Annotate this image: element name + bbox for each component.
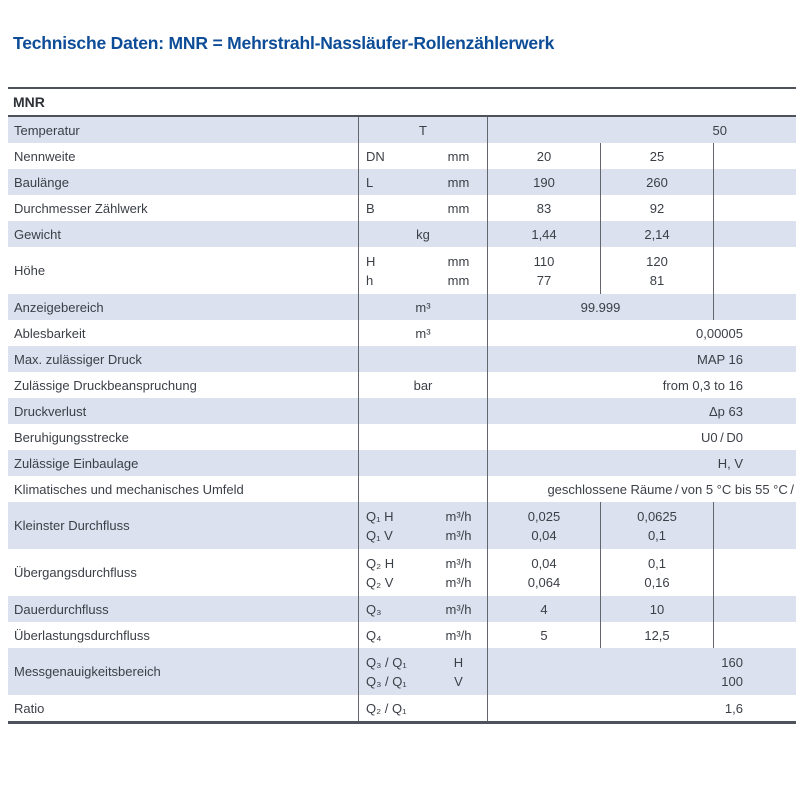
page-title: Technische Daten: MNR = Mehrstrahl-Nassläufer-Rollenzählerwerk — [13, 33, 555, 53]
symbol-cell: T — [358, 117, 487, 143]
row-label: Anzeigebereich — [14, 299, 104, 315]
symbol-cell: Q₁ H Q₁ V — [358, 502, 430, 549]
value-dn25-cell: 25 — [600, 143, 713, 169]
value-dn20-cell: 83 — [487, 195, 600, 221]
unit-cell: mm — [447, 148, 470, 164]
value-dn20-cell: 5 — [487, 622, 600, 648]
unit-cell: m³ — [358, 294, 487, 320]
value-dn25-cell: 10 — [600, 596, 713, 622]
unit-cell: m³ — [358, 320, 487, 346]
table-row — [8, 424, 796, 450]
row-label: Beruhigungsstrecke — [14, 429, 129, 445]
value-dn25-cell: 2,14 — [600, 221, 713, 247]
unit-cell — [358, 346, 487, 372]
table-row — [8, 143, 796, 169]
table-row — [8, 622, 796, 648]
row-label: Dauerdurchfluss — [14, 601, 109, 617]
value-cell: 0,00005 — [487, 320, 796, 346]
value-cell-empty — [713, 221, 796, 247]
value-dn25-cell: 12,5 — [600, 622, 713, 648]
value-dn20-cell: 0,025 0,04 — [487, 502, 600, 549]
row-label: Überlastungsdurchfluss — [14, 627, 150, 643]
value-dn20-cell: 0,04 0,064 — [487, 549, 600, 596]
row-label: Durchmesser Zählwerk — [14, 200, 148, 216]
symbol-cell: Q₃ — [358, 596, 430, 622]
row-label: Messgenauigkeitsbereich — [14, 664, 161, 679]
unit-cell: m³/h m³/h — [445, 555, 472, 590]
symbol-cell: H h — [358, 247, 430, 294]
unit-cell: mm — [447, 174, 470, 190]
value-cell: 160 100 — [487, 648, 796, 695]
value-cell-empty — [713, 247, 796, 294]
symbol-cell: Q₄ — [358, 622, 430, 648]
unit-cell: m³/h — [445, 601, 472, 617]
value-dn20-cell: 20 — [487, 143, 600, 169]
symbol-cell: DN — [358, 143, 430, 169]
row-label: Höhe — [14, 263, 46, 278]
value-cell: H, V — [487, 450, 796, 476]
unit-cell — [358, 476, 487, 502]
table-row — [8, 450, 796, 476]
value-cell-empty — [713, 195, 796, 221]
value-cell-empty — [713, 596, 796, 622]
value-dn20-cell: 4 — [487, 596, 600, 622]
symbol-cell: B — [358, 195, 430, 221]
row-label: Temperatur — [14, 122, 80, 138]
value-dn25-cell: 120 81 — [600, 247, 713, 294]
row-label: Druckverlust — [14, 403, 87, 419]
table-row — [8, 648, 796, 695]
value-cell: geschlossene Räume / von 5 °C bis 55 °C / — [487, 476, 796, 502]
symbol-cell: Q₂ / Q₁ — [358, 695, 430, 721]
value-cell: 50 — [487, 117, 796, 143]
table-bottom-border — [8, 721, 796, 724]
table-row — [8, 195, 796, 221]
table-row — [8, 398, 796, 424]
unit-cell: bar — [358, 372, 487, 398]
unit-cell — [358, 450, 487, 476]
unit-cell: H V — [453, 654, 464, 689]
table-row — [8, 294, 796, 320]
table-body — [8, 117, 796, 721]
value-cell-empty — [713, 143, 796, 169]
unit-cell — [358, 424, 487, 450]
value-cell-empty — [713, 169, 796, 195]
row-label: Übergangsdurchfluss — [14, 565, 137, 580]
row-label: Ratio — [14, 700, 45, 716]
value-cell: 99.999 — [487, 294, 713, 320]
unit-cell: kg — [358, 221, 487, 247]
row-label: Max. zulässiger Druck — [14, 351, 142, 367]
unit-cell: m³/h — [445, 627, 472, 643]
unit-cell — [358, 398, 487, 424]
symbol-cell: Q₃ / Q₁ Q₃ / Q₁ — [358, 648, 430, 695]
table-row — [8, 372, 796, 398]
value-dn25-cell: 0,1 0,16 — [600, 549, 713, 596]
table-row — [8, 117, 796, 143]
value-dn25-cell: 0,0625 0,1 — [600, 502, 713, 549]
unit-cell: mm mm — [447, 253, 470, 288]
unit-cell — [430, 695, 487, 721]
unit-cell: m³/h m³/h — [445, 508, 472, 543]
value-cell: 1,6 — [487, 695, 796, 721]
value-cell: from 0,3 to 16 — [487, 372, 796, 398]
row-label: Zulässige Einbaulage — [14, 455, 139, 471]
technical-data-table — [8, 87, 796, 724]
table-header-mnr: MNR — [8, 89, 796, 115]
row-label: Gewicht — [14, 226, 61, 242]
value-cell-empty — [713, 549, 796, 596]
table-row — [8, 247, 796, 294]
value-dn25-cell: 260 — [600, 169, 713, 195]
unit-cell: mm — [447, 200, 470, 216]
row-label: Kleinster Durchfluss — [14, 518, 130, 533]
table-row — [8, 476, 796, 502]
value-dn25-cell: 92 — [600, 195, 713, 221]
value-cell: Δp 63 — [487, 398, 796, 424]
table-row — [8, 346, 796, 372]
table-row — [8, 221, 796, 247]
row-label: Zulässige Druckbeanspruchung — [14, 377, 197, 393]
row-label: Klimatisches und mechanisches Umfeld — [14, 481, 244, 497]
row-label: Ablesbarkeit — [14, 325, 86, 341]
table-row — [8, 169, 796, 195]
row-label: Nennweite — [14, 148, 76, 164]
table-row — [8, 549, 796, 596]
table-row — [8, 596, 796, 622]
symbol-cell: Q₂ H Q₂ V — [358, 549, 430, 596]
value-cell: U0 / D0 — [487, 424, 796, 450]
value-cell-empty — [713, 622, 796, 648]
value-cell: MAP 16 — [487, 346, 796, 372]
table-row — [8, 502, 796, 549]
value-cell-empty — [713, 294, 796, 320]
table-row — [8, 320, 796, 346]
value-dn20-cell: 1,44 — [487, 221, 600, 247]
value-cell-empty — [713, 502, 796, 549]
row-label: Baulänge — [14, 174, 69, 190]
value-dn20-cell: 190 — [487, 169, 600, 195]
symbol-cell: L — [358, 169, 430, 195]
value-dn20-cell: 110 77 — [487, 247, 600, 294]
table-row — [8, 695, 796, 721]
